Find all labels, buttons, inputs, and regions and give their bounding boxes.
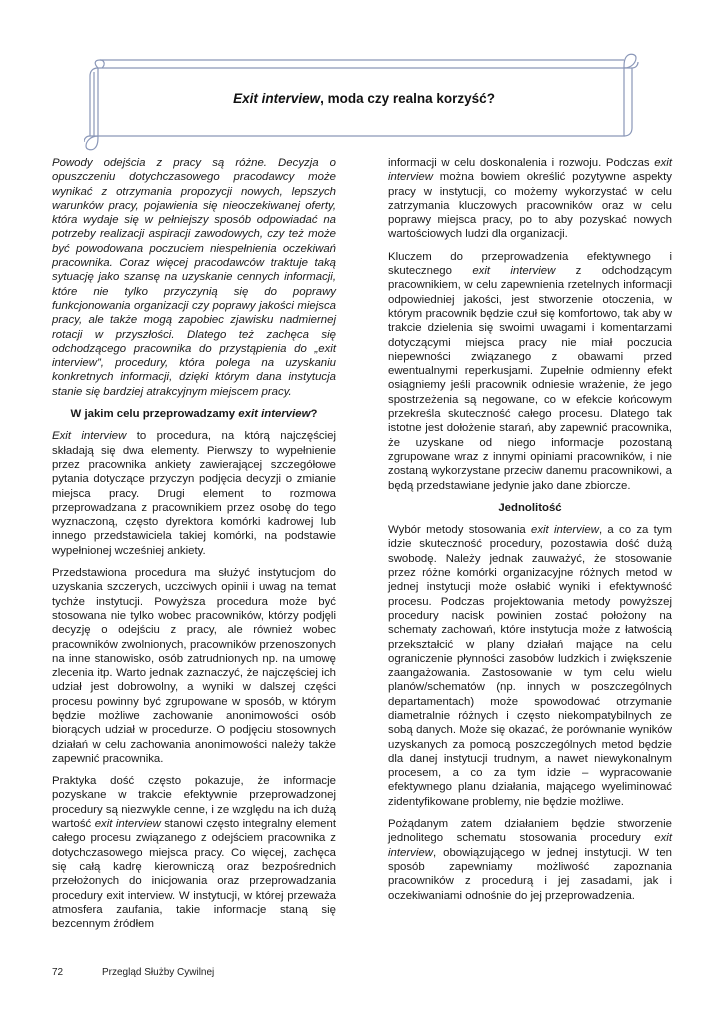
italic-term: exit interview [94,818,161,831]
section-heading-purpose [52,407,336,421]
italic-term: exit interview [472,265,556,278]
paragraph-text: to procedura, na którą najczęściej składają się dwa elementy. Pierwszy to wypełnienie przez pracownika ankiety zawierającej szczegółowe pytania dotyczące przyczyn podjęcia decyzji o zmianie miejsca pracy. Drugi element to rozmowa przeprowadzana z pracownikiem przez osobę do tego wyznaczoną, często dyrektora komórki kadrowej lub innego przedstawiciela takiej komórki, na podstawie wypełnionej wcześniej ankiety. [52,430,336,557]
heading-italic: exit interview [238,408,311,421]
paragraph [52,774,336,931]
paragraph: Przedstawiona procedura ma służyć instytucjom do uzyskania szczerych, uczciwych opinii i uwag na temat tychże instytucji. Powyższa procedura może być stosowana nie tylko wobec pracowników, którzy podjęli decyzję o odejściu z pracy, ale również wobec pracowników zwolnionych, pracowników przenoszonych na inne stanowisko, osób zatrudnionych np. na umowę zlecenia itp. Warto jednak zaznaczyć, że najczęściej ich udział jest dobrowolny, a wyniki w dalszej części procesu powinny być zgrupowane w sposób, w którym będzie możliwe zachowanie anonimowości osób biorących udział w procedurze. O podjęciu stosownych działań w celu zachowania anonimowości należy także zapewnić pracownika. [52,567,336,765]
paragraph [388,817,672,903]
paragraph-text: , obowiązującego w jednej instytucji. W ten sposób zapewniamy możliwość zapoznania pracowników z procedurą i jej zasadami, jak i oczekiwaniami odnośnie do jej przeprowadzenia. [388,846,672,902]
title-italic: Exit interview [233,91,321,106]
paragraph-text: , a co za tym idzie skuteczność procedury, pozostawia dość dużą swobodę. Należy jednak zauważyć, że stosowanie przez różne komórki organizacyjne różnych metod w jednej instytucji może osłabić wyniki i efektywność procesu. Podczas projektowania metody powyższej procedury nacisk powinien zostać położony na schematy zachowań, które instytucja może z łatwością przekształcić w plany działań mające na celu ograniczenie płynności zasobów ludzkich i zwiększenie zaangażowania. Zastosowanie w tym celu wielu planów/schematów (np. innych w poszczególnych departamentach) może spowodować otrzymanie diametralnie różnych i często niekompatybilnych ze sobą danych. Może się okazać, że porównanie wyników uzyskanych za pomocą poszczególnych metod będzie dla danej instytucji trudnym, a nawet niewykonalnym procesem, a co za tym idzie – wypracowanie efektywnego planu działania, mającego wyeliminować zidentyfikowane problemy, nie będzie możliwe. [388,524,672,808]
paragraph-text: z odchodzącym pracownikiem, w celu zapewnienia rzetelnych informacji odpowiedniej jakości, jest stworzenie otoczenia, w którym pracownik będzie czuł się komfortowo, tak aby w trakcie dzielenia się swoimi uwagami i komentarzami dotyczącymi miejsca pracy nie miał poczucia niepewności związanego z obawami przed ewentualnymi reperkusjami. Zupełnie odmienny efekt osiągniemy jeśli pracownik odniesie wrażenie, że jego spostrzeżenia są negowane, co w efekcie końcowym przekreśla skuteczność całego procesu. Dlatego tak istotne jest dołożenie starań, aby zapewnić pracownika, że uzyskane od niego informacje pozostaną zgrupowane wraz z innymi opiniami pracowników, i nie zostaną wykorzystane przeciw danemu pracownikowi, a będą przedstawiane jedynie jako dane zbiorcze. [388,265,672,492]
section-heading-uniformity: Jednolitość [498,501,562,514]
paragraph-text: można bowiem określić pozytywne aspekty pracy w instytucji, co możemy wykorzystać w celu zatrzymania kluczowych pracowników oraz w celu poprawy miejsca pracy, po to aby pozyskać nowych wartościowych ludzi dla organizacji. [388,171,672,241]
heading-punct: ? [310,408,318,421]
paragraph-text: Kluczem do przeprowadzenia efektywnego i skutecznego [388,250,672,278]
article-title [84,91,644,106]
left-column [52,156,336,939]
right-column [388,156,672,911]
page-number: 72 [52,967,64,978]
publication-name: Przegląd Służby Cywilnej [102,967,215,978]
title-rest: , moda czy realna korzyść? [320,91,495,106]
paragraph [52,429,336,558]
page-footer [52,967,214,978]
paragraph-text: Pożądanym zatem działaniem będzie stworzenie jednolitego schematu stosowania procedury [388,818,672,845]
italic-term: exit interview [388,157,672,184]
paragraph-text: Wybór metody stosowania [388,524,531,537]
paragraph-text: stanowi często integralny element całego procesu związanego z odejściem pracownika z dotychczasowego miejsca pracy. Co więcej, zachęca się całą kadrę kierowniczą oraz bezpośrednich przełożonych do inicjowania oraz przeprowadzania procedury exit interview. W instytucji, w której przeważa atmosfera zaufania, takie informacje staną się bezcennym źródłem [52,818,336,931]
title-scroll-banner [84,52,644,152]
italic-term: Exit interview [52,430,127,443]
paragraph-text: Praktyka dość często pokazuje, że informacje pozyskane w trakcie efektywnie przeprowadzonej procedury są niezwykle cenne, i ze względu na ich dużą wartość [52,775,336,831]
italic-term: exit interview [388,832,672,859]
paragraph [388,523,672,809]
paragraph-text: informacji w celu doskonalenia i rozwoju. Podczas [388,157,655,169]
italic-term: exit interview [531,524,599,537]
paragraph [388,250,672,493]
paragraph [388,156,672,242]
heading-text: W jakim celu przeprowadzamy [70,408,239,421]
intro-paragraph: Powody odejścia z pracy są różne. Decyzja o opuszczeniu dotychczasowego pracodawcy może wynikać z otrzymania propozycji nowych, lepszych warunków pracy, pojawienia się nieoczekiwanej oferty, która wydaje się w pełniejszy sposób odpowiadać na potrzeby realizacji aspiracji zawodowych, czy też może być powodowana poczuciem niespełnienia oczekiwań pracownika. Coraz więcej pracodawców traktuje taką sytuację jako szansę na uzyskanie cennych informacji, które nie tylko przyczynią się do poprawy funkcjonowania organizacji czy poprawy jakości miejsca pracy, ale także mogą zapobiec zjawisku nadmiernej rotacji w przyszłości. Dlatego też zachęca się odchodzącego pracownika do przystąpienia do „exit interview”, procedury, która polega na uzyskaniu konkretnych informacji, dzięki którym dana instytucja stanie się bardziej atrakcyjnym miejscem pracy. [52,157,336,398]
